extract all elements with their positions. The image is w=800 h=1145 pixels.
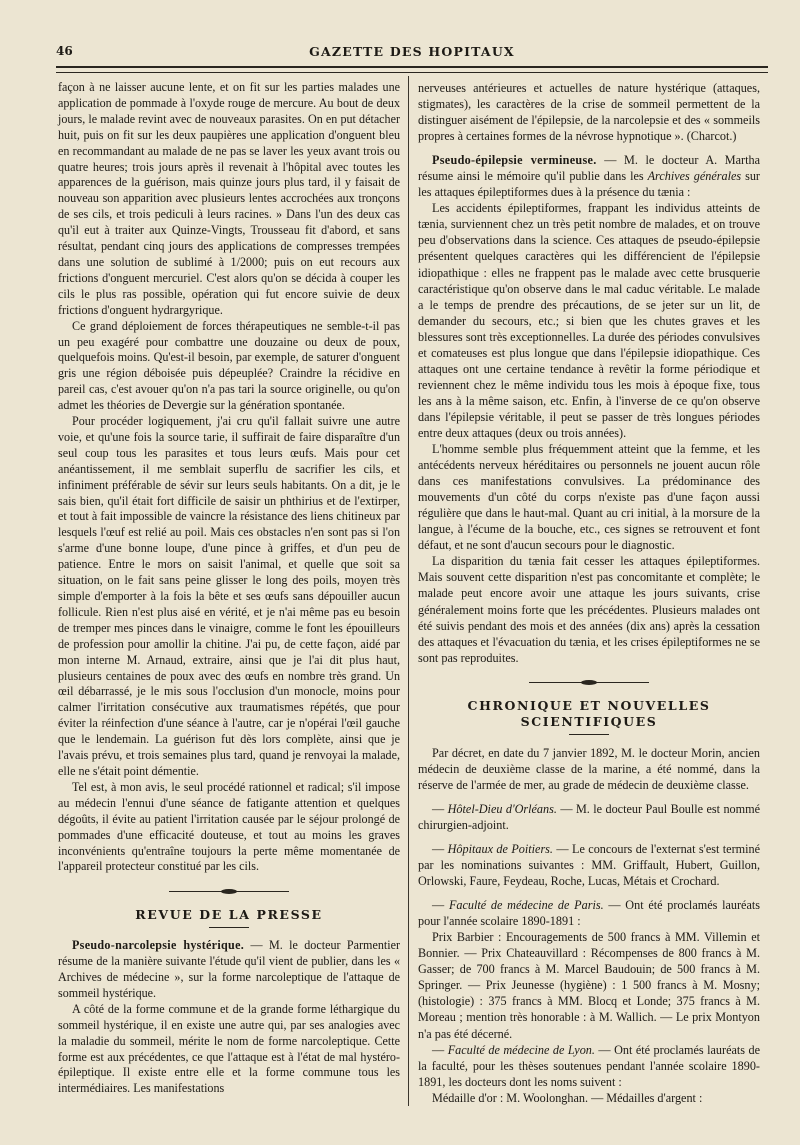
paragraph: — Hôtel-Dieu d'Orléans. — M. le docteur Paul Boulle est nommé chirurgien-adjoint. (418, 801, 761, 832)
journal-title: GAZETTE DES HOPITAUX (309, 44, 515, 59)
section-title-revue: REVUE DE LA PRESSE (135, 907, 323, 923)
header-rule (56, 66, 768, 73)
paragraph: Pour procéder logiquement, j'ai cru qu'il fallait suivre une autre voie, et qu'une fois la source tarie, il suffirait de faire disparaître d'un seul coup tous les parasites et tous leurs œufs. Mais pour cet anéantissement, il me semblait superflu de sacrifier les cils, et infiniment préférable de sévir sur leurs seuls habitants. On a dit, je le sais bien, qu'il était fort difficile de saisir un phthirius et de l'extirper, et tout à fait impossible de vaincre la résistance des liens chitineux par lesquels l'œuf est relié au poil. Mais ces obstacles n'en sont pas si l'on s'arme d'une bonne loupe, d'une pince à griffes, et d'un peu de patience. Entre le mors on saisit l'animal, et quelle que soit sa situation, on le fait sans peine glisser le long des poils, moyen très simple d'emporter à la fois la bête et ses œufs sans dépouiller aucun follicule. Rien n'est plus aisé en vérité, et je n'ai même pas eu besoin de tremper mes pinces dans le vinaigre, comme le font les épouilleurs de profession pour amollir la chitine. J'ai pu, de cette façon, aidé par mon interne M. Arnaud, extraire, ainsi que je l'ai dit plus haut, plusieurs centaines de poux avec des œufs en nombre très grand. Un œil débarrassé, je le mis sous l'occlusion d'un monocle, moins pour calmer l'irritation consécutive aux traumatismes répétés, que pour éviter la réinfection d'une séance à l'autre, car je n'opérai l'œil gauche que le lendemain. La guérison fut dès lors complète, ainsi que je l'avais prévu, et trois semaines plus tard, quand je renvoyai la malade, elle ne s'était point démentie. (58, 414, 400, 778)
page-header (56, 44, 768, 64)
paragraph: La disparition du tænia fait cesser les attaques épileptiformes. Mais souvent cette disparition n'est pas concomitante et complète; le malade peut encore avoir une attaque les jours suivants, crise généralement moins forte que les précédentes. Plusieurs malades ont été suivis pendant des mois et des années (dix ans) après la cessation des attaques et l'évacuation du tænia, et les crises épileptiformes ne se sont pas reproduites. (418, 554, 760, 665)
short-rule (569, 734, 609, 735)
paragraph: Tel est, à mon avis, le seul procédé rationnel et radical; s'il impose au médecin l'ennui d'une séance de fatigante attention et quelques dégoûts, il évite au patient l'irritation causée par le séjour prolongé de pommades d'une efficacité douteuse, et tout au moins les graves inconvénients qu'entraîne toujours la perte même momentanée de l'appareil protecteur constitué par les cils. (58, 779, 400, 874)
institution-name: Hôpitaux de Poitiers. (447, 842, 553, 857)
paragraph: façon à ne laisser aucune lente, et on fit sur les parties malades une application de pommade à l'oxyde rouge de mercure. Au bout de deux jours, le malade revint avec de nouveaux parasites. On en put détacher huit, puis on fit sur les deux paupières une application d'onguent bleu en recommandant au malade de ne pas se laver les yeux avant trois ou quatre heures; trois jours après il revenait à l'hôpital avec toutes les apparences de la guérison, mais quinze jours plus tard, il y faisait de nouveau son apparition avec plusieurs lentes accrochées aux tronçons de ses cils, et trois pediculi à leurs racines. » Dans l'un des deux cas qu'il eut à traiter aux Quinze-Vingts, Trousseau fit d'abord, et sans résultat, pendant cinq jours des applications de compresses trempées dans une solution de sublimé à 1/2000; puis on eut recours aux frictions d'onguent mercuriel. C'est alors qu'on se décida à couper les cils le plus ras possible, opération qui fut encore suivie de deux frictions d'onguent hydrargyrique. (58, 80, 400, 317)
news-text: — Le concours de l'externat s'est terminé par les nominations suivantes : MM. Griffault, Hubert, Guillon, Orlowski, Faure, Feydeau, Roche, Lucas, Métais et Crochard. (418, 842, 761, 889)
paragraph (418, 152, 760, 200)
article-text: — M. le docteur Parmentier résume de la manière suivante l'étude qu'il vient de publier, dans les « Archives de médecine », sur la forme narcoleptique de l'attaque de sommeil hystérique. (58, 938, 400, 1000)
paragraph: — Faculté de médecine de Lyon. — Ont été proclamés lauréats de la faculté, pour les thèses soutenues pendant l'année scolaire 1890-1891, les docteurs dont les noms suivent : (418, 1042, 761, 1089)
paragraph: Prix Barbier : Encouragements de 500 francs à MM. Villemin et Bonnier. — Prix Chateauvillard : Récompenses de 800 francs à M. Gasser; de 700 francs à M. Marcel Baudouin; de 500 francs à M. Springer. — Prix Jeunesse (hygiène) : 1 500 francs à M. Mosny; (histologie) : 375 francs à MM. Blocq et Londe; 375 francs à M. Moreau ; mention très honorable : à M. Wallich. — Le prix Montyon n'a pas été décerné. (418, 930, 760, 1041)
institution-name: Faculté de médecine de Paris. (448, 898, 604, 913)
paragraph: Médaille d'or : M. Woolonghan. — Médailles d'argent : (432, 1090, 703, 1105)
paragraph: — Hôpitaux de Poitiers. — Le concours de l'externat s'est terminé par les nominations suivantes : MM. Griffault, Hubert, Guillon, Orlowski, Faure, Feydeau, Roche, Lucas, Métais et Crochard. (418, 842, 761, 889)
left-column (58, 80, 400, 1097)
paragraph: — Faculté de médecine de Paris. — Ont été proclamés lauréats pour l'année scolaire 1890-1891 : (418, 898, 761, 929)
paragraph: A côté de la forme commune et de la grande forme léthargique du sommeil hystérique, il en existe une autre qui, par ses analogies avec la maladie du sommeil, mérite le nom de forme narcoleptique. Cette forme est aux précédentes, ce que l'attaque est à l'état de mal hystéro-épileptique. Il existe entre elle et la forme commune tous les intermédiaires. Les manifestations (58, 1001, 400, 1096)
institution-name: Hôtel-Dieu d'Orléans. (447, 801, 557, 816)
ornament-divider (529, 680, 649, 686)
article-text: — M. le docteur A. Martha résume ainsi le mémoire qu'il publie dans les (418, 153, 760, 184)
article-text: sur les attaques épileptiformes dues à la présence du tænia : (418, 169, 760, 200)
paragraph: Par décret, en date du 7 janvier 1892, M. le docteur Morin, ancien médecin de deuxième classe de la marine, a été nommé, dans la réserve de l'armée de mer, au grade de médecin de deuxième classe. (418, 745, 760, 792)
journal-name: Archives générales (647, 169, 742, 184)
news-text: — Ont été proclamés lauréats de la faculté, pour les thèses soutenues pendant l'année scolaire 1890-1891, les docteurs dont les noms suivent : (418, 1042, 761, 1089)
article-lead: Pseudo-épilepsie vermineuse. (432, 153, 597, 168)
ornament-divider (169, 889, 289, 895)
paragraph (58, 938, 400, 1002)
column-divider (408, 76, 409, 1106)
right-column (418, 80, 760, 1106)
paragraph: L'homme semble plus fréquemment atteint que la femme, et les antécédents nerveux héréditaires ou personnels ne jouent aucun rôle dans ces manifestations convulsives. La prédominance des mouvements d'un côté du corps n'existe pas d'une façon aussi régulière que dans le haut-mal. Quant au cri initial, à la morsure de la langue, à l'écume de la bouche, etc., ces signes se retrouvent et font défaut, et ne sont d'aucun secours pour le diagnostic. (418, 442, 760, 553)
paragraph: nerveuses antérieures et actuelles de nature hystérique (attaques, stigmates), les caractères de la crise de sommeil permettent de la distinguer aisément de l'épilepsie, de la narcolepsie et des « sommeils propres à certaines formes de la névrose hypnotique ». (Charcot.) (418, 81, 760, 144)
section-title-chronique: CHRONIQUE ET NOUVELLES SCIENTIFIQUES (467, 697, 711, 729)
page-number: 46 (56, 44, 73, 58)
article-lead: Pseudo-narcolepsie hystérique. (72, 938, 245, 953)
short-rule (209, 927, 249, 928)
institution-name: Faculté de médecine de Lyon. (447, 1042, 595, 1057)
paragraph: Ce grand déploiement de forces thérapeutiques ne semble-t-il pas un peu exagéré pour combattre une douzaine ou deux de poux, quelquefois moins. Qu'est-il besoin, par exemple, de saturer d'onguent gris une région déboisée puis dépeuplée? Craindre la récidive en pareil cas, c'est avouer qu'on n'a pas tari la source originelle, ou qu'on admet les théories de Devergie sur la génération spontanée. (58, 318, 400, 413)
news-text: — Ont été proclamés lauréats pour l'année scolaire 1890-1891 : (418, 898, 761, 929)
news-text: — M. le docteur Paul Boulle est nommé chirurgien-adjoint. (418, 801, 761, 832)
paragraph: Les accidents épileptiformes, frappant les individus atteints de tænia, surviennent chez un très petit nombre de malades, et on trouve peu d'observations dans la science. Ces attaques de pseudo-épilepsie présentent quelques caractères qui les différencient de l'épilepsie idiopathique : elles ne frappent pas le malade avec cette brusquerie caractéristique qu'on observe dans le mal caduc véritable. Le malade a le temps de prendre des précautions, de se jeter sur un lit, de demander du secours, etc.; si bien que les chutes graves et les blessures sont très exceptionnelles. La durée des périodes convulsives et comateuses est plus longue que dans l'épilepsie idiopathique. Ces attaques ont une certaine tendance à revêtir la forme périodique et reviennent chez le même individu tous les mois à époque fixe, tous les ans à la même saison, etc. Enfin, à l'inverse de ce qu'on observe dans l'épilepsie véritable, il peut se passer de très longues périodes entre deux attaques (deux ou trois années). (418, 201, 760, 440)
